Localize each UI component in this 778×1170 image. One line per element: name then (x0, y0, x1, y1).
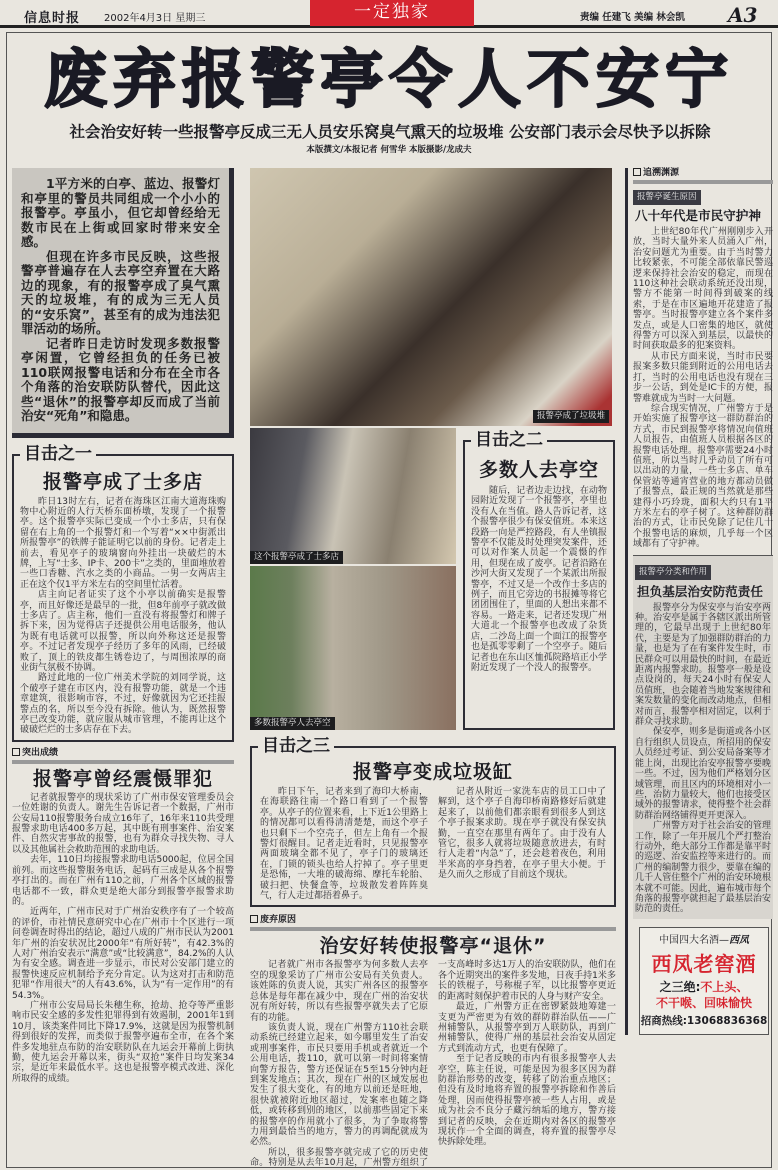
paragraph: 记者从附近一家洗车店的员工口中了解到，这个亭子自海印桥南路修好后就建起来了，以前他们都亲眼看到很多人到这个亭子报案求助。现在亭子就没有保安执勤，一直空在那里有两年了。由于没有人管它，很多人就将垃圾随意放进去，有时行人走着“内急”了，还会趁着夜色，利用半米高的亭身挡着，在亭子里大小便。于是久而久之形成了目前这个现状。 (438, 787, 606, 881)
origin-band: 报警亭诞生原因 (633, 190, 701, 205)
ad-slogan-1: 不上头、 (700, 979, 749, 994)
ad-slogan-label: 之三绝: (659, 979, 701, 994)
classification-section (633, 555, 773, 919)
subheadline: 社会治安好转一些报警亭反成三无人员安乐窝臭气熏天的垃圾堆 公安部门表示会尽快予以拆除 (69, 123, 711, 141)
ad-product-name: 西凤老窖酒 (651, 951, 757, 976)
paragraph: 广州市公安局局长朱穗生称，抢劫、抢夺等严重影响市民安全感的多发性犯罪得到有效遏制，2001年1到10月，该类案件同比下降17.9%，这就是因为报警机制得到很好的发挥，而类似于报警亭遍布全市，在各个案件多发地驻点布防的治安联防队在九运会开幕前上街执勤，使九运会开幕以来，街头“双抢”案件日均发案34宗，是近年来最低水平。这也是报警亭模式改进、深化所取得的成绩。 (12, 1000, 234, 1084)
photo-area (250, 168, 616, 730)
lead-paragraph: 但现在许多市民反映，这些报警亭普遍存在人去亭空弃置在大路边的现象，有的报警亭成了臭气熏天的垃圾堆，有的成为三无人员的“安乐窝”，甚至有的成为违法犯罪活动的场所。 (21, 248, 220, 336)
reason-title: 治安好转使报警亭“退休” (319, 935, 547, 958)
witness1-title: 报警亭成了士多店 (42, 470, 203, 493)
classification-band: 报警亭分类和作用 (635, 565, 711, 580)
page-number: A3 (728, 3, 758, 27)
section-banner: 一定独家 (310, 0, 474, 26)
paragraph: 该负责人说，现在广州警方110社会联动系统已经建立起来，如今哪里发生了治安或刑事案件，市民只要用手机或者就近一个公用电话，拨110，就可以第一时间将案情向警方报告，警方还保证在5至15分钟内赶到案发地点；其次，现在广州的区域发展也发生了很大变化，有的地方以前还是旺地，很快就被附近地区超过，发案率也随之降低，或转移到别的地区，以前那些固定下来的报警亭的作用就小了很多，为了争取将警力用到最恰当的地方，警力的再调配就成为必然。 (250, 1022, 428, 1148)
lead-box (12, 168, 234, 438)
paragraph: 昨日下午，记者来到了海印大桥南，在海联路往南一个路口看到了一个报警亭。从亭子的位置来看，上下近1公里路上的情况都可以看得清清楚楚，而这个亭子也只剩下一个空壳子，但左上角有一个报警灯很醒目。记者走近看时，只见报警亭两面玻璃全都不见了，亭子门的玻璃还在，门锁的锁头也给人拧掉了。亭子里更是恐怖，一大堆的破海绵、摩托车轮胎、破扫把、快餐盒等，垃圾散发着阵阵臭气，行人走过都捂着鼻子。 (260, 787, 428, 902)
square-icon (633, 168, 641, 176)
paragraph: 去年，110日均接报警求助电话5000起，位居全国前列。而这些报警服务电话，起码有三成是从各个报警亭打出的。而在广州有110之前，广州各个区域的报警电话都不一致，群众更是绝大部分到报警亭报警求助的。 (12, 855, 234, 907)
witness1-box (12, 443, 234, 742)
paragraph: 广州警方对于社会治安的管理工作，除了一年开展几个严打整治行动外，绝大部分工作都是靠平时的巡逻、治安监控等来进行的。而广州的编制警力很少，要靠在编的几千人管住整个广州的治安环境根本就不可能。因此，遍布城市每个角落的报警亭就担起了最基层治安防范的责任。 (635, 821, 771, 915)
photo-shop-kiosk (250, 428, 456, 564)
paragraph: 上世纪80年代广州刚刚步入开放，当时大量外来人员涌入广州，治安问题尤为重要。由于当时警力比较紧张，不可能全部依靠民警巡逻来保持社会治安的稳定，而现在110这种社会联动系统还没出现，警方不能第一时间得到破案的线索，于是在市区遍地开花建造了报警亭。当时报警亭建立各个案件多发点，或是人口密集的地区，就使得警方可以深入到基层，以最快的时间获取最多的犯案资料。 (633, 227, 773, 352)
witness2-box (463, 430, 615, 730)
liquor-advertisement (639, 927, 769, 1035)
issue-date: 2002年4月3日 星期三 (104, 13, 206, 24)
paragraph: 综合现实情况，广州警方于是开始实施了报警亭这一群防群治的方式，市民到报警亭将情况向值班人员报告，由值班人员根据各区的报警电话处理。报警亭需要24小时值班，所以当时几乎动员了所有可以出动的力量，一些士多店、单车保管站等通宵营业的地方都动员做了报警点，最正规的当然就是那些建得小巧玲珑，面积大约只有1平方米左右的亭子树了。这种群防群治的方式，让市民免除了记住几十个报警电话的麻烦，几乎每一个区域都有了守护神。 (633, 403, 773, 550)
paragraph: 最近，广州警方正在密锣紧鼓地筹建一支更为严密更为有效的群防群治队伍——广州辅警队，从报警亭到万人联防队，再到广州辅警队，使得广州的基层社会治安从固定方式到流动方式，也更有保障了。 (438, 1002, 616, 1054)
paragraph: 昨日13时左右，记者在海珠区江南大道海珠购物中心附近的人行天桥东面桥墩，发现了一个报警亭。这个报警亭实际已变成一个小士多店，只有保留在右上角的一个报警灯和一个写着“××中街派出所报警亭”的铁牌子能证明它以前的身份。记者走上前去，看见亭子的玻璃窗向外挂出一块破烂的木牌，上写“士多、IP卡、200卡”之类的，里面堆放着一些口香糖、汽水之类的小商品。一男一女两店主正在这个仅1平方米左右的空间里忙活着。 (20, 496, 226, 590)
ad-line1: 中国四大名酒— (659, 934, 729, 946)
photo-caption: 多数报警亭人去亭空 (250, 717, 335, 730)
paragraph: 保安亭，则多是街道或各小区自行组织人员设点，所招用的保安人员经过考证、到公安局备案等才能上岗，出现比治安亭报警亭要晚一些。不过，因为他们严格划分区域管理，而且区内的环境相对小一些，治防力量较大，他们也接受区域外的报警请求，使得整个社会群防群治网络铺得更开更深入。 (635, 727, 771, 821)
paragraph: 店主向记者证实了这个小亭以前确实是报警亭，而且好像还是最早的一批，但8年前亭子就改做士多店了。店主称，他们一直没有将报警灯和牌子拆下来，因为觉得店子还提供公用电话服务，他认为既有电话就可以报警，所以向外称这还是报警亭。不过记者发现亭子经历了多年的风雨，已经破败了，顶上的铁皮都生锈卷边了，与周围浓厚的商业街气氛极不协调。 (20, 590, 226, 673)
photo-caption: 这个报警亭成了士多店 (250, 551, 343, 564)
ad-slogan-2: 不干喉、回味愉快 (655, 995, 752, 1010)
witness2-kicker: 目击之二 (471, 430, 547, 450)
editors: 责编 任建飞 美编 林会凯 (580, 12, 685, 23)
masthead (0, 0, 778, 28)
origin-tag: 追溯渊源 (633, 168, 773, 184)
witness1-kicker: 目击之一 (20, 444, 96, 464)
photo-garbage-kiosk (250, 168, 612, 426)
paragraph: 所以，很多报警亭就完成了它的历史使命。特别是从去年10月起，广州警方组织了一支高峰时多达1万人的治安联防队，他们在各个近期突出的案件多发地，日夜手持1米多长的铁棍子，号称棍子军，以比报警亭更近的距离时刻保护着市民的人身与财产安全。 (250, 960, 616, 1169)
square-icon (12, 748, 20, 756)
paragraph: 至于记者反映的市内有很多报警亭人去亭空，陈主任说，可能是因为很多区因为群防群治形势的改变，转移了防治重点地区；但没有及时地将弃置的报警亭拆除和作善后处理，因而使得报警亭被一些人占用，或是成为社会不良分子藏污纳垢的地方，警方接到记者的反映，会在近期内对各区的报警亭现状作一个全面的调查，将弃置的报警亭尽快拆除处理。 (438, 1054, 616, 1148)
paragraph: 记者就广州市各报警亭为何多数人去亭空的现象采访了广州市公安局有关负责人。该姓陈的负责人说，其实广州各区的报警亭总体是每年都在减少中，现在广州的治安状况有所好转，所以有些报警亭就失去了它原有的功能。 (250, 960, 428, 1023)
photo-caption: 报警亭成了垃圾堆 (533, 410, 609, 423)
byline: 本版撰文/本报记者 何雪华 本版摄影/龙成夫 (306, 145, 472, 155)
lead-paragraph: 1平方米的白亭、蓝边、报警灯和亭里的警员共同组成一个小小的报警亭。亭虽小，但它却曾经给无数市民在上街或回家时带来安全感。 (21, 176, 220, 249)
witness3-title: 报警亭变成垃圾缸 (352, 761, 513, 783)
paragraph: 近两年，广州市民对于广州治安秩序有了一个较高的评价，市社情民意研究中心在广州市十个区进行一项问卷调查时得出的结论，超过八成的广州市民认为2001年广州的治安状况比2000年“有所好转”，有42.3%的人对广州治安表示“满意”或“比较满意”，84.2%的人认为有安全感。调查进一步显示，市民对公安部门建立的报警快速反应机制给予充分肯定。认为这对打击和防范犯罪“作用很大”的人有43.6%，认为“有一定作用”的有54.3%。 (12, 907, 234, 1001)
witness3-box (250, 736, 616, 907)
reason-section (250, 915, 616, 1168)
ad-logo: 西凤 (729, 934, 749, 946)
witness2-title: 多数人去亭空 (478, 459, 599, 481)
headline: 废弃报警亭令人不安宁 (44, 43, 734, 116)
achievement-tag: 突出成绩 (12, 748, 234, 764)
witness3-kicker: 目击之三 (258, 736, 334, 756)
paragraph: 路过此地的一位广州美术学院的刘同学说，这个破亭子建在市区内，没有报警功能，就是一个违章建筑，很影响市容，不过，好像就因为它还挂报警点的名，所以至今没有拆除。他认为，既然报警亭已改变功能，就应服从城市管理，不能再让这个破破烂烂的士多店存在下去。 (20, 673, 226, 736)
lead-paragraph: 记者昨日走访时发现多数报警亭闲置，它曾经担负的任务已被110联网报警电话和分布在全市各个角落的治安联防队替代，因此这些“退休”的报警亭却反而成了当前治安“死角”和隐患。 (21, 335, 220, 423)
left-column (12, 168, 234, 1084)
paragraph: 随后，记者边走边找，在动物园附近发现了一个报警亭，亭里也没有人在当值。路人告诉记者，这个报警亭很少有保安值班。本来这段路一向是严控路段，有人坐镇报警亭不仅能及时处理突发案件，还可以对作案人员起一个震慑的作用，但现在成了废亭。记者沿路在沙河大街又发现了一个某派出所报警亭，不过又是一个改作士多店的例子，而且它旁边的书报摊等将它团团围住了，里面的人想出来都不容易。一路走来，记者还发现广州大道北一个报警亭也改成了杂货店，二沙岛上面一个面江的报警亭也是孤零零剩了一个空亭子。随后记者也在东山区恤孤院路培正小学附近发现了一个没人的报警亭。 (471, 486, 607, 673)
reason-tag: 废弃原因 (250, 915, 616, 931)
ad-hotline: 招商热线:13068836368 (640, 1014, 768, 1027)
square-icon (250, 915, 258, 923)
paragraph: 记者就报警亭的现状采访了广州市保安管理委员会一位姓谢的负责人。谢先生告诉记者一个数据，广州市公安局110报警服务台成立16年了，16年来110共受理报警求助电话400多万起，其中既有刑事案件、治安案件、自然灾害事故的报警，也有为群众寻找失物、寻人以及其他属社会救助范围的求助电话。 (12, 792, 234, 855)
classification-title: 担负基层治安防范责任 (637, 583, 763, 599)
photo-empty-kiosk (250, 566, 456, 730)
middle-column (250, 168, 616, 1169)
origin-title: 八十年代是市民守护神 (635, 208, 761, 223)
paragraph: 报警亭分为保安亭与治安亭两种。治安亭是属于各辖区派出所管理的，它最早出现于上世纪80年代，主要是为了加强群防群治的力量，也是为了在有案件发生时，市民群众可以用最快的时间，在最近距离内报警求助。报警亭一般是设点设岗的，每天24小时有保安人员值班，也会随着当地发案规律和案发数量的变化而改动地点，但相对而言，报警亭相对固定，以利于群众寻找求助。 (635, 602, 771, 728)
achievement-title: 报警亭曾经震慑罪犯 (32, 767, 213, 790)
paragraph: 从市民方面来说，当时市民要报案多数只能到附近的公用电话去打，当时的公用电话也没有现在三步一公话，到处是IC卡的方便，报警难就成为当时一大问题。 (633, 351, 773, 404)
right-column (625, 168, 773, 1035)
achievement-section (12, 748, 234, 1084)
newspaper-name: 信息时报 (24, 11, 81, 26)
